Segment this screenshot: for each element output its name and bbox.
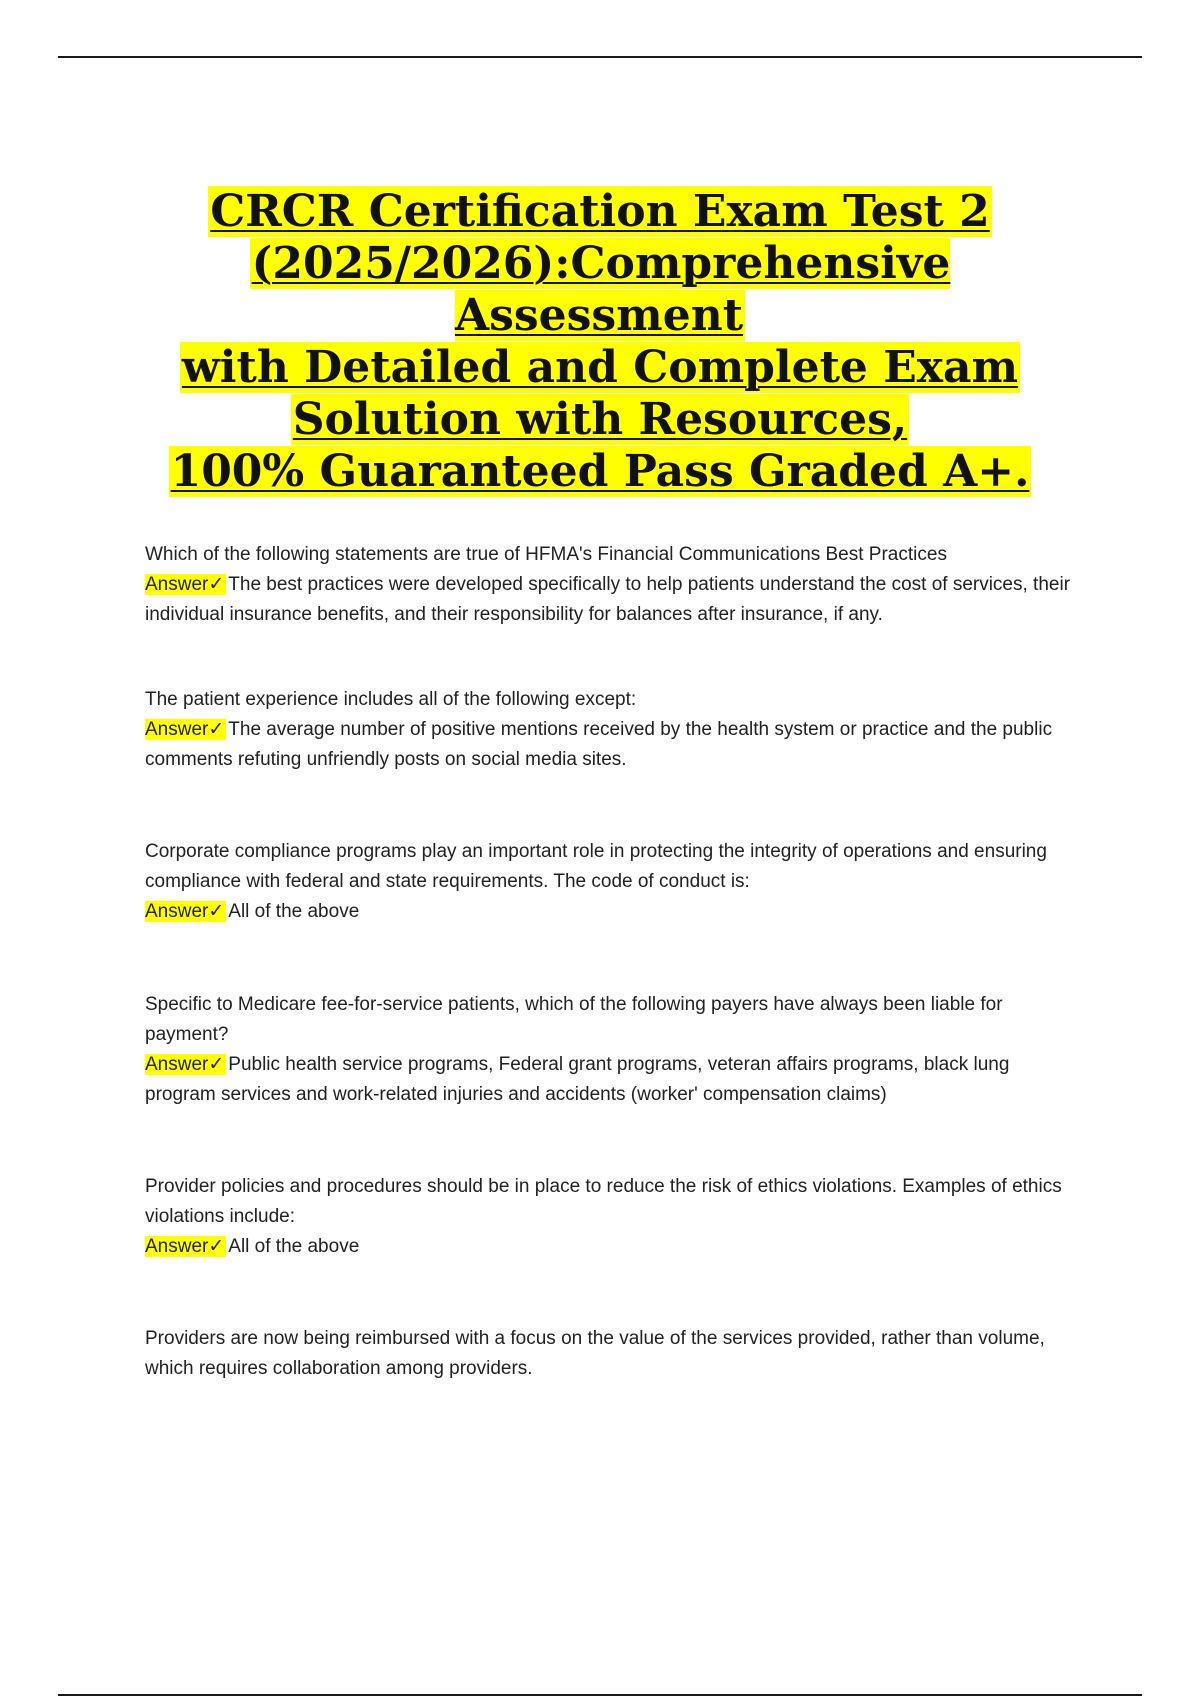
- answer-block: [145, 715, 1080, 775]
- question-text: Which of the following statements are true of HFMA's Financial Communications Best Practices: [145, 544, 947, 565]
- title-line: CRCR Certification Exam Test 2: [210, 186, 990, 237]
- answer-block: [145, 570, 1080, 630]
- answer-block: [145, 1050, 1080, 1110]
- answer-block: [145, 1232, 1080, 1262]
- answer-text: The average number of positive mentions received by the health system or practice and the public comments refuting unfriendly posts on social media sites.: [145, 719, 1053, 770]
- answer-label: Answer✓: [145, 719, 225, 740]
- qa-item: [145, 990, 1080, 1172]
- answer-label: Answer✓: [145, 901, 225, 922]
- answer-text: The best practices were developed specifically to help patients understand the cost of services, their individual insurance benefits, and their responsibility for balances after insurance, if any.: [145, 574, 1071, 625]
- answer-block: [145, 897, 1080, 927]
- title-line: 100% Guaranteed Pass Graded A+.: [170, 446, 1030, 497]
- qa-item: [145, 685, 1080, 837]
- top-divider: [58, 56, 1142, 58]
- qa-item: [145, 1324, 1080, 1384]
- document-title: [120, 186, 1080, 498]
- qa-item: [145, 837, 1080, 990]
- answer-text: All of the above: [228, 901, 360, 922]
- bottom-divider: [58, 1694, 1142, 1696]
- answer-text: Public health service programs, Federal grant programs, veteran affairs programs, black lung program services and work-related injuries and accidents (worker' compensation claims): [145, 1054, 1010, 1105]
- answer-text: All of the above: [228, 1236, 360, 1257]
- answer-label: Answer✓: [145, 1236, 225, 1257]
- question-text: Providers are now being reimbursed with a focus on the value of the services provided, rather than volume, which requires collaboration among providers.: [145, 1328, 1045, 1379]
- answer-label: Answer✓: [145, 1054, 225, 1075]
- title-line: Solution with Resources,: [292, 394, 908, 445]
- answer-label: Answer✓: [145, 574, 225, 595]
- question-answer-list: [145, 540, 1080, 1384]
- question-text: Corporate compliance programs play an important role in protecting the integrity of operations and ensuring compliance with federal and state requirements. The code of conduct is:: [145, 841, 1047, 892]
- question-text: The patient experience includes all of the following except:: [145, 689, 637, 710]
- question-text: Provider policies and procedures should be in place to reduce the risk of ethics violations. Examples of ethics violations include:: [145, 1176, 1062, 1227]
- qa-item: [145, 540, 1080, 685]
- title-line: (2025/2026):Comprehensive Assessment: [251, 238, 951, 341]
- qa-item: [145, 1172, 1080, 1324]
- title-line: with Detailed and Complete Exam: [181, 342, 1019, 393]
- question-text: Specific to Medicare fee-for-service patients, which of the following payers have always been liable for payment?: [145, 994, 1003, 1045]
